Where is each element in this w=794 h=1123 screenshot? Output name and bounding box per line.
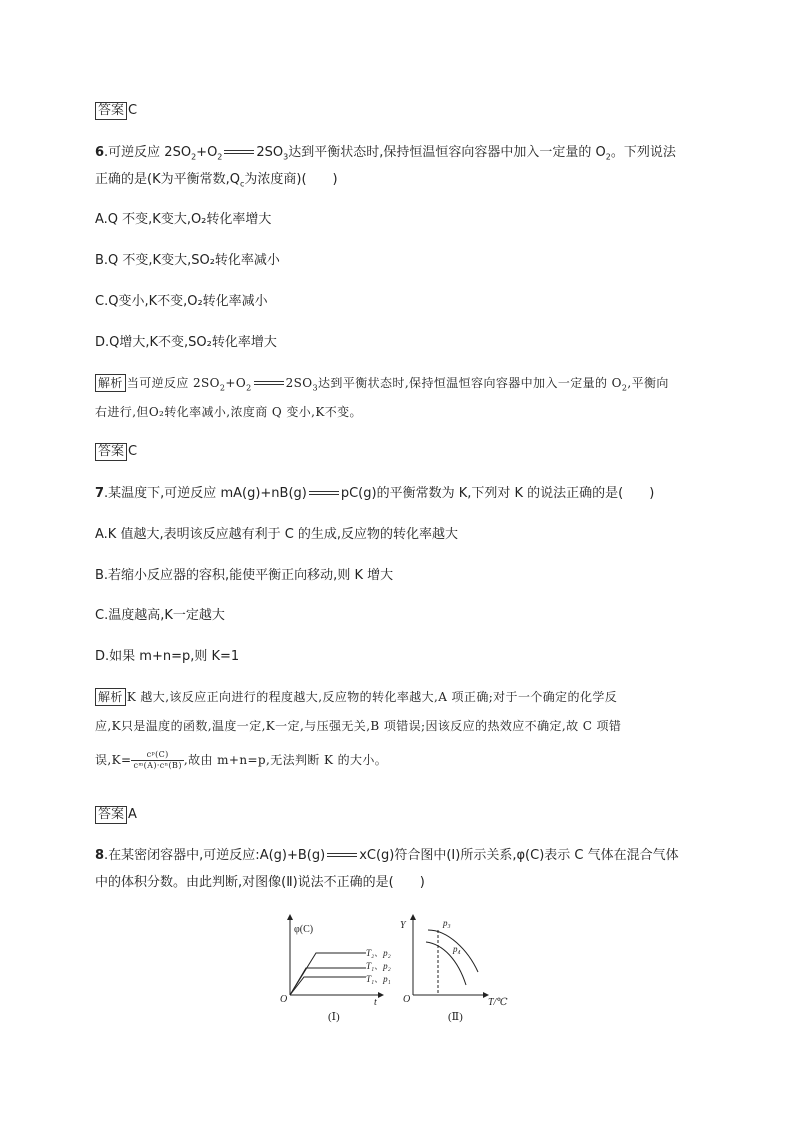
answer-value: C bbox=[128, 103, 138, 118]
graph-2-ylabel: Y bbox=[400, 920, 406, 931]
curve-label: T₁、p₂ bbox=[366, 961, 391, 971]
graph-1-origin: O bbox=[280, 994, 288, 1005]
graph-2 bbox=[400, 915, 508, 1023]
answer-7 bbox=[95, 805, 137, 825]
curve-t2-p2 bbox=[290, 953, 366, 995]
curve-label: T₁、p₁ bbox=[366, 974, 391, 984]
equilibrium-arrow-icon bbox=[309, 491, 339, 497]
option-c: C.Q变小,K不变,O₂转化率减小 bbox=[95, 294, 268, 309]
answer-5 bbox=[95, 101, 137, 121]
graph-1-caption: (Ⅰ) bbox=[328, 1011, 340, 1023]
option-a: A.K 值越大,表明该反应越有利于 C 的生成,反应物的转化率越大 bbox=[95, 527, 459, 542]
answer-tag: 答案 bbox=[95, 443, 127, 461]
graph-1-xlabel: t bbox=[374, 997, 377, 1008]
answer-6 bbox=[95, 442, 137, 462]
graph-2-origin: O bbox=[403, 994, 411, 1005]
question-8-stem: 8.在某密闭容器中,可逆反应:A(g)+B(g) xC(g)符合图中(Ⅰ)所示关系,φ(C)表示 C 气体在混合气体 bbox=[95, 848, 679, 863]
graph-1-ylabel: φ(C) bbox=[294, 924, 314, 935]
question-8-stem-line2: 中的体积分数。由此判断,对图像(Ⅱ)说法不正确的是( ) bbox=[95, 875, 425, 890]
solution-7-line2: 应,K只是温度的函数,温度一定,K一定,与压强无关,B 项错误;因该反应的热效应不确定,故 C 项错 bbox=[95, 719, 622, 733]
graph-2-xlabel: T/℃ bbox=[488, 997, 508, 1008]
solution-6-line2: 右进行,但O₂转化率减小,浓度商 Q 变小,K不变。 bbox=[95, 405, 362, 419]
question-6-stem-line2: 正确的是(K为平衡常数$,Q_c$为浓度商)( ) bbox=[95, 172, 338, 189]
solution-7-line1: 解析 K 越大,该反应正向进行的程度越大,反应物的转化率越大,A 项正确;对于一个确定的化学反 bbox=[95, 687, 617, 707]
solution-tag: 解析 bbox=[95, 688, 126, 706]
question-6-stem: 6.可逆反应 $2SO_2+O_2$ $2SO_3$达到平衡状态时,保持恒温恒容向容器中加入一定量的 $O_2$。下列说法 bbox=[95, 145, 676, 162]
curve-t1-p2 bbox=[290, 968, 366, 995]
question-number: 6 bbox=[95, 145, 105, 160]
graph-figure bbox=[278, 910, 518, 1040]
option-d: D.Q增大,K不变,SO₂转化率增大 bbox=[95, 335, 277, 350]
solution-7-line3: 误,K= $\frac{\text{cᵖ(C)}}{\text{cᵐ(A)·cⁿ(B)}}$ ,故由 m+n=p,无法判断 K 的大小。 bbox=[95, 750, 388, 770]
equilibrium-arrow-icon bbox=[254, 381, 284, 387]
curve-label: T₂、p₂ bbox=[366, 948, 391, 958]
equilibrium-arrow-icon bbox=[327, 853, 357, 859]
curve-label: p₄ bbox=[453, 944, 461, 954]
solution-tag: 解析 bbox=[95, 374, 126, 392]
question-7-stem: 7.某温度下,可逆反应 mA(g)+nB(g) pC(g)的平衡常数为 K,下列对 K 的说法正确的是( ) bbox=[95, 486, 655, 501]
equilibrium-constant-fraction: $\frac{\text{cᵖ(C)}}{\text{cᵐ(A)·cⁿ(B)}}$ bbox=[133, 750, 182, 770]
question-number: 8 bbox=[95, 848, 105, 863]
equilibrium-arrow-icon bbox=[224, 150, 254, 156]
option-b: B.Q 不变,K变大,SO₂转化率减小 bbox=[95, 253, 280, 268]
answer-value: A bbox=[128, 807, 137, 822]
question-number: 7 bbox=[95, 486, 105, 501]
solution-6-line1: 解析 当可逆反应 $2SO_2+O_2$ $2SO_3$达到平衡状态时,保持恒温恒容向容器中加入一定量的 $O_2$,平衡向 bbox=[95, 373, 669, 393]
answer-tag: 答案 bbox=[95, 102, 127, 120]
option-b: B.若缩小反应器的容积,能使平衡正向移动,则 K 增大 bbox=[95, 568, 394, 583]
curve-label: p₃ bbox=[443, 918, 451, 928]
graph-1 bbox=[280, 915, 391, 1023]
option-d: D.如果 m+n=p,则 K=1 bbox=[95, 649, 240, 664]
option-a: A.Q 不变,K变大,O₂转化率增大 bbox=[95, 212, 272, 227]
graph-2-caption: (Ⅱ) bbox=[448, 1011, 463, 1023]
answer-value: C bbox=[128, 444, 138, 459]
curve-t1-p1 bbox=[290, 977, 366, 995]
answer-tag: 答案 bbox=[95, 806, 127, 824]
option-c: C.温度越高,K一定越大 bbox=[95, 608, 225, 623]
